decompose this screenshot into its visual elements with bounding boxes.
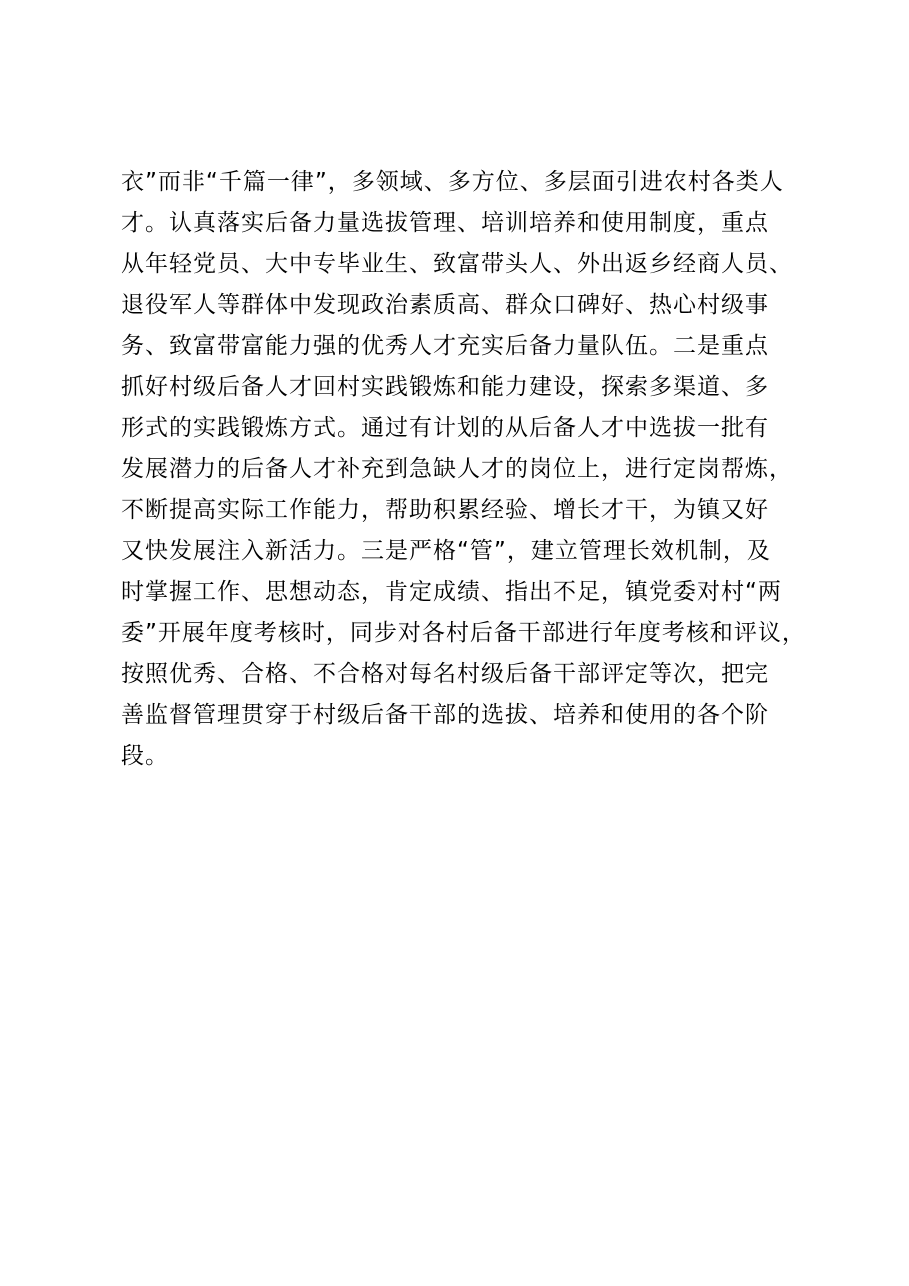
text-line-14: 善监督管理贯穿于村级后备干部的选拔、培养和使用的各个阶 <box>121 702 769 728</box>
text-line-13: 按照优秀、合格、不合格对每名村级后备干部评定等次，把完 <box>121 661 769 687</box>
text-line-1: 衣”而非“千篇一律”，多领域、多方位、多层面引进农村各类人 <box>121 169 784 195</box>
text-line-9: 不断提高实际工作能力，帮助积累经验、增长才干，为镇又好 <box>121 497 769 523</box>
text-line-8: 发展潜力的后备人才补充到急缺人才的岗位上，进行定岗帮炼， <box>121 456 793 482</box>
text-line-5: 务、致富带富能力强的优秀人才充实后备力量队伍。二是重点 <box>121 333 769 359</box>
text-line-15: 段。 <box>121 743 169 769</box>
text-line-2: 才。认真落实后备力量选拔管理、培训培养和使用制度，重点 <box>121 210 769 236</box>
text-line-3: 从年轻党员、大中专毕业生、致富带头人、外出返乡经商人员、 <box>121 251 793 277</box>
text-line-10: 又快发展注入新活力。三是严格“管”，建立管理长效机制，及 <box>121 538 771 564</box>
text-line-6: 抓好村级后备人才回村实践锻炼和能力建设，探索多渠道、多 <box>121 374 769 400</box>
text-line-11: 时掌握工作、思想动态，肯定成绩、指出不足，镇党委对村“两 <box>121 579 782 605</box>
text-line-7: 形式的实践锻炼方式。通过有计划的从后备人才中选拔一批有 <box>121 415 769 441</box>
text-line-4: 退役军人等群体中发现政治素质高、群众口碑好、热心村级事 <box>121 292 769 318</box>
body-paragraph <box>121 162 821 777</box>
text-line-12: 委”开展年度考核时，同步对各村后备干部进行年度考核和评议， <box>121 620 806 646</box>
